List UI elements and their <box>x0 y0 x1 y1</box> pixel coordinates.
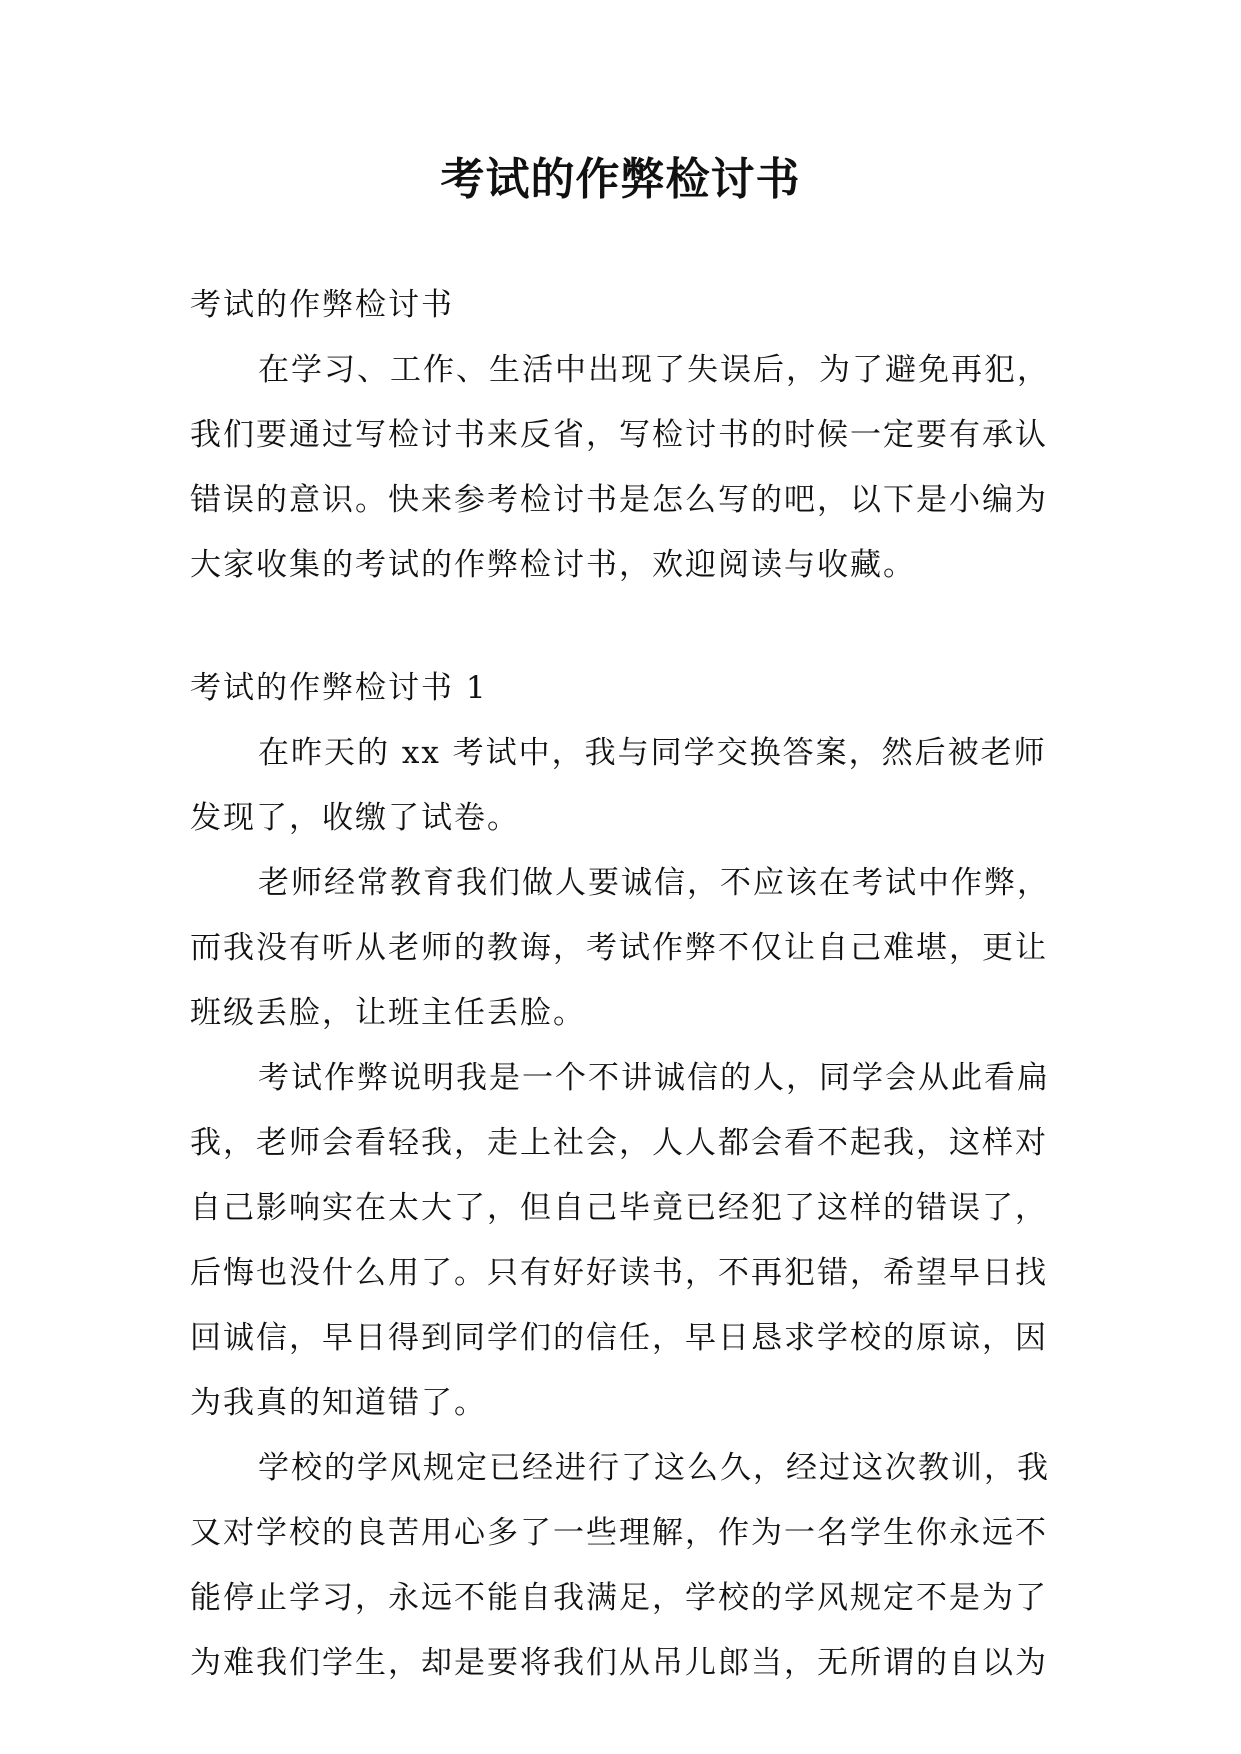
paragraph-line: 自己影响实在太大了，但自己毕竟已经犯了这样的错误了， <box>190 1190 1048 1226</box>
paragraph-line: 学校的学风规定已经进行了这么久，经过这次教训，我 <box>258 1450 1050 1486</box>
paragraph-line: 我，老师会看轻我，走上社会，人人都会看不起我，这样对 <box>190 1125 1048 1161</box>
section-heading: 考试的作弊检讨书 1 <box>190 670 488 706</box>
paragraph-line: 回诚信，早日得到同学们的信任，早日恳求学校的原谅，因 <box>190 1320 1048 1356</box>
paragraph-line: 又对学校的良苦用心多了一些理解，作为一名学生你永远不 <box>190 1515 1048 1551</box>
intro-paragraph <box>190 350 1070 585</box>
section-spacer <box>190 610 1070 668</box>
body-paragraph <box>190 1448 1070 1683</box>
body-paragraph <box>190 863 1070 1033</box>
paragraph-line: 为难我们学生，却是要将我们从吊儿郎当，无所谓的自以为 <box>190 1645 1048 1681</box>
paragraph-line: 大家收集的考试的作弊检讨书，欢迎阅读与收藏。 <box>190 547 916 583</box>
paragraph-line: 而我没有听从老师的教诲，考试作弊不仅让自己难堪，更让 <box>190 930 1048 966</box>
paragraph-line: 发现了，收缴了试卷。 <box>190 800 520 836</box>
paragraph-line: 后悔也没什么用了。只有好好读书，不再犯错，希望早日找 <box>190 1255 1048 1291</box>
paragraph-line: 考试作弊说明我是一个不讲诚信的人，同学会从此看扁 <box>258 1060 1050 1096</box>
paragraph-line: 为我真的知道错了。 <box>190 1385 487 1421</box>
paragraph-line: 错误的意识。快来参考检讨书是怎么写的吧，以下是小编为 <box>190 482 1048 518</box>
body-paragraph <box>190 1058 1070 1423</box>
intro-heading: 考试的作弊检讨书 <box>190 287 454 323</box>
paragraph-line: 我们要通过写检讨书来反省，写检讨书的时候一定要有承认 <box>190 417 1048 453</box>
paragraph-line: 在昨天的 xx 考试中，我与同学交换答案，然后被老师 <box>258 735 1047 771</box>
paragraph-line: 能停止学习，永远不能自我满足，学校的学风规定不是为了 <box>190 1580 1048 1616</box>
paragraph-line: 老师经常教育我们做人要诚信，不应该在考试中作弊， <box>258 865 1050 901</box>
paragraph-line: 在学习、工作、生活中出现了失误后，为了避免再犯， <box>258 352 1050 388</box>
document-body <box>190 285 1070 1708</box>
body-paragraph <box>190 733 1070 838</box>
document-title: 考试的作弊检讨书 <box>440 154 801 205</box>
paragraph-line: 班级丢脸，让班主任丢脸。 <box>190 995 586 1031</box>
